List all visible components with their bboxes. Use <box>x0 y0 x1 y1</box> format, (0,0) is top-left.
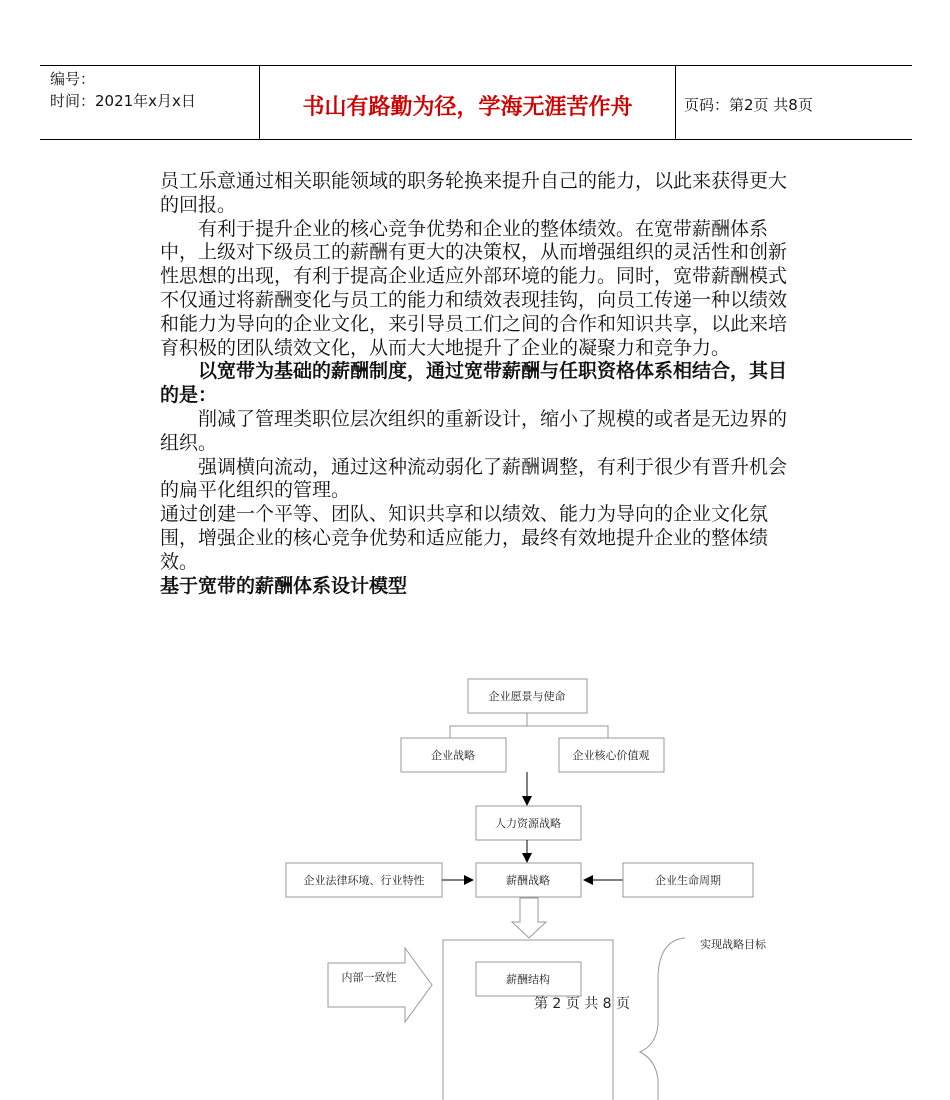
lifecycle-box <box>623 863 753 897</box>
comp-structure-label: 薪酬结构 <box>506 973 550 986</box>
paragraph: 通过创建一个平等、团队、知识共享和以绩效、能力为导向的企业文化氛围，增强企业的核心竞争优势和适应能力，最终有效地提升企业的整体绩效。 <box>160 503 769 573</box>
footer-page-number: 第 2 页 共 8 页 <box>533 996 631 1012</box>
section-heading: 基于宽带的薪酬体系设计模型 <box>160 574 408 597</box>
goal-label: 实现战略目标 <box>700 938 766 951</box>
legal-env-box <box>286 863 442 897</box>
internal-consistency-label: 内部一致性 <box>341 971 397 984</box>
strategy-label: 企业战略 <box>431 749 475 762</box>
header-motto: 书山有路勤为径，学海无涯苦作舟 <box>302 95 633 120</box>
paragraph-bold: 以宽带为基础的薪酬制度，通过宽带薪酬与任职资格体系相结合，其目的是： <box>160 360 788 407</box>
paragraph: 有利于提升企业的核心竞争优势和企业的整体绩效。在宽带薪酬体系中，上级对下级员工的薪酬有更大的决策权，从而增强组织的灵活性和创新性思想的出现，有利于提高企业适应外部环境的能力。同时，宽带薪酬模式不仅通过将薪酬变化与员工的能力和绩效表现挂钩，向员工传递一种以绩效和能力为导向的企业文化，来引导员工们之间的合作和知识共享，以此来培育积极的团队绩效文化，从而大大地提升了企业的凝聚力和竞争力。 <box>160 217 788 359</box>
header-page-info: 页码：第2页 共8页 <box>684 96 813 114</box>
vision-connector <box>450 726 608 738</box>
values-label: 企业核心价值观 <box>572 749 650 762</box>
lifecycle-label: 企业生命周期 <box>655 874 721 887</box>
header-divider-right <box>675 65 676 140</box>
comp-strategy-label: 薪酬战略 <box>506 874 550 887</box>
header-top-rule <box>40 65 912 66</box>
compensation-model-diagram <box>0 660 950 1100</box>
comp-structure-box <box>476 962 581 996</box>
hr-strategy-box <box>476 806 581 840</box>
hr-strategy-label: 人力资源战略 <box>495 817 561 830</box>
doc-number-label: 编号： <box>50 70 96 88</box>
values-box <box>559 738 664 772</box>
comp-strategy-box <box>476 863 581 897</box>
doc-time: 时间：2021年x月x日 <box>50 92 196 110</box>
paragraph: 员工乐意通过相关职能领域的职务轮换来提升自己的能力，以此来获得更大的回报。 <box>160 170 788 216</box>
strategy-box <box>401 738 506 772</box>
vision-label: 企业愿景与使命 <box>488 690 566 703</box>
internal-consistency-arrow <box>328 948 432 1022</box>
header-bottom-rule <box>40 139 912 140</box>
legal-env-label: 企业法律环境、行业特性 <box>303 874 425 887</box>
document-body <box>160 170 800 598</box>
paragraph: 削减了管理类职位层次组织的重新设计，缩小了规模的或者是无边界的组织。 <box>160 407 788 454</box>
vision-box <box>468 679 587 713</box>
right-brace-icon <box>640 938 685 1100</box>
paragraph: 强调横向流动，通过这种流动弱化了薪酬调整，有利于很少有晋升机会的扁平化组织的管理。 <box>160 455 788 502</box>
hollow-down-arrow-icon <box>512 898 546 938</box>
